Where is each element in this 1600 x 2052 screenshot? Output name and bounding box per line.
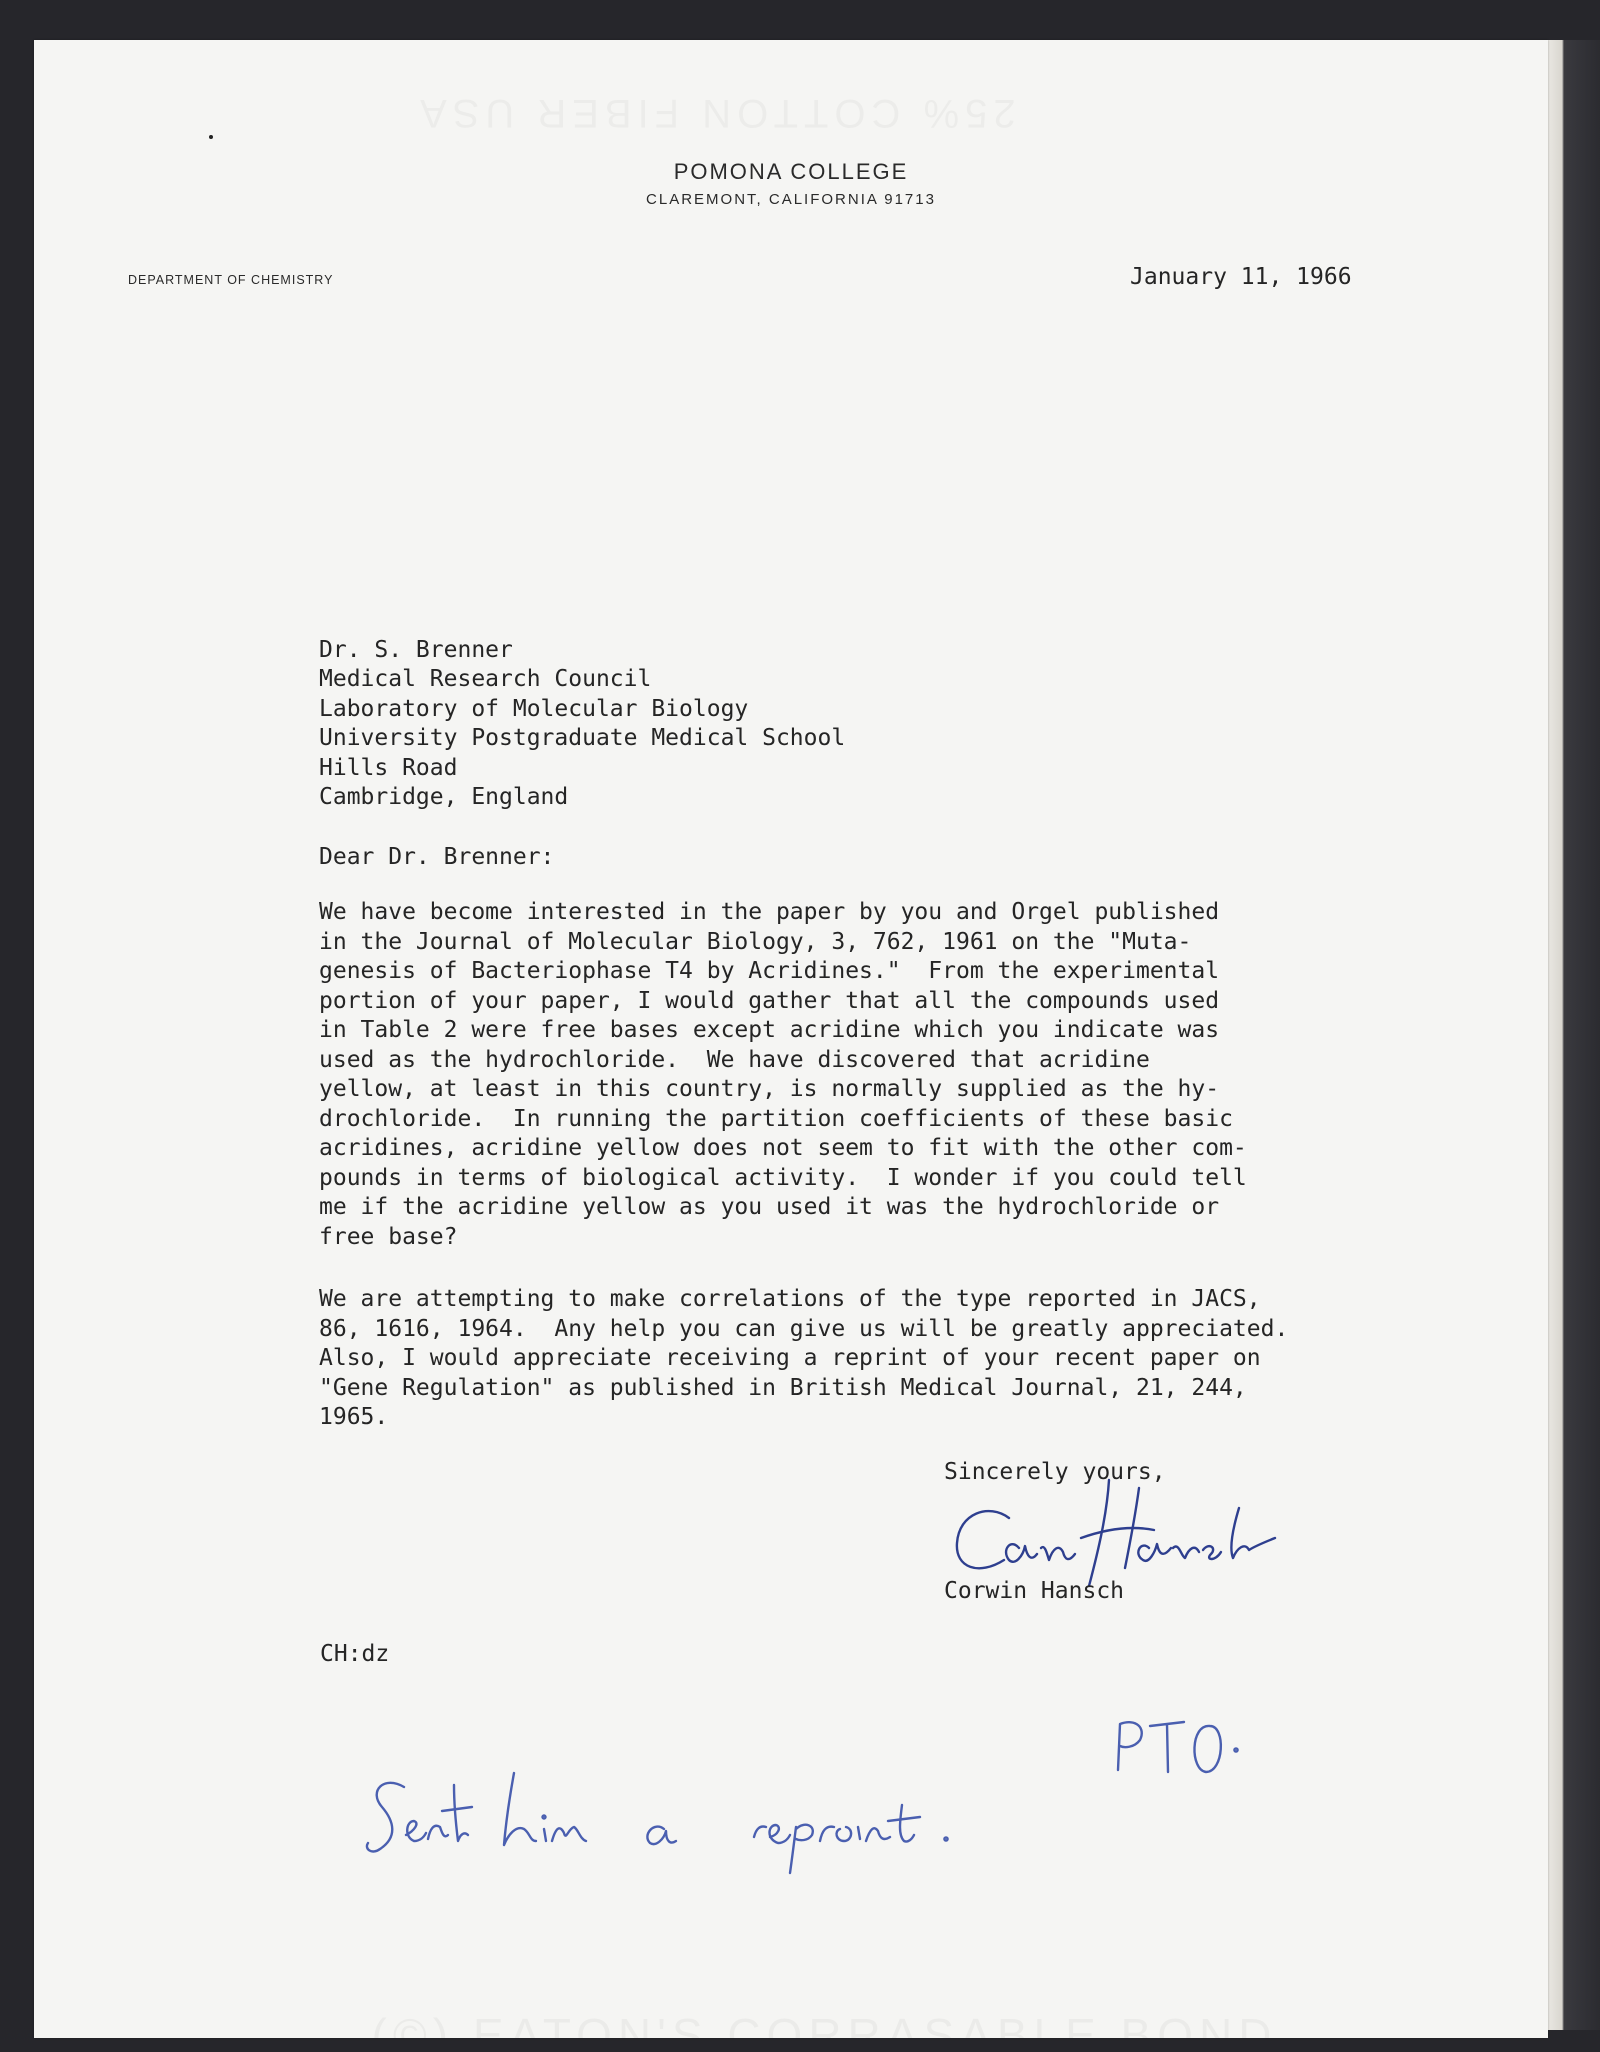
handwritten-note — [364, 1765, 1084, 1875]
page-edge — [1548, 40, 1600, 2030]
closing: Sincerely yours, — [944, 1459, 1166, 1485]
salutation: Dear Dr. Brenner: — [319, 844, 555, 870]
body-paragraph-1 — [319, 898, 1247, 1252]
body-line: 1965. — [319, 1404, 389, 1430]
body-line: 86, 1616, 1964. Any help you can give us will be greatly appreciated. — [319, 1315, 1289, 1342]
recipient-line: Laboratory of Molecular Biology — [319, 695, 749, 722]
body-line: yellow, at least in this country, is normally supplied as the hy- — [319, 1076, 1220, 1102]
body-line: acridines, acridine yellow does not seem to fit with the other com- — [319, 1135, 1247, 1161]
body-line: in Table 2 were free bases except acridine which you indicate was — [319, 1017, 1220, 1043]
body-line: pounds in terms of biological activity. I wonder if you could tell — [319, 1164, 1247, 1191]
recipient-line: Dr. S. Brenner — [319, 637, 513, 663]
letterhead-department: DEPARTMENT OF CHEMISTRY — [128, 273, 334, 287]
recipient-line: Medical Research Council — [319, 666, 652, 693]
recipient-address — [319, 636, 845, 812]
letterhead-institution: POMONA COLLEGE — [673, 159, 909, 184]
body-line: Also, I would appreciate receiving a reprint of your recent paper on — [319, 1345, 1261, 1371]
letter-date: January 11, 1966 — [1130, 264, 1352, 290]
body-line: used as the hydrochloride. We have discovered that acridine — [319, 1046, 1150, 1073]
body-line: genesis of Bacteriophase T4 by Acridines." From the experimental — [319, 958, 1220, 984]
recipient-line: University Postgraduate Medical School — [319, 725, 846, 752]
letter-page — [34, 40, 1548, 2038]
recipient-line: Cambridge, England — [319, 784, 569, 811]
stray-mark — [209, 135, 213, 139]
recipient-line: Hills Road — [319, 754, 458, 781]
body-line: "Gene Regulation" as published in British Medical Journal, 21, 244, — [319, 1374, 1247, 1401]
handwritten-pto — [1104, 1704, 1244, 1784]
letterhead-address: CLAREMONT, CALIFORNIA 91713 — [646, 191, 936, 208]
body-line: free base? — [319, 1223, 458, 1250]
watermark — [334, 1870, 1277, 2038]
body-line: me if the acridine yellow as you used it was the hydrochloride or — [319, 1194, 1220, 1220]
show-through-watermark — [414, 90, 1016, 135]
body-line: drochloride. In running the partition coefficients of these basic — [319, 1105, 1233, 1132]
body-line: portion of your paper, I would gather that all the compounds used — [319, 987, 1220, 1014]
body-line: in the Journal of Molecular Biology, 3, 762, 1961 on the "Muta- — [319, 928, 1192, 955]
body-line: We have become interested in the paper by you and Orgel published — [319, 899, 1220, 925]
signer-name: Corwin Hansch — [944, 1578, 1125, 1604]
typist-initials: CH:dz — [320, 1641, 390, 1667]
body-line: We are attempting to make correlations of the type reported in JACS, — [319, 1286, 1261, 1312]
body-paragraph-2 — [319, 1285, 1288, 1433]
